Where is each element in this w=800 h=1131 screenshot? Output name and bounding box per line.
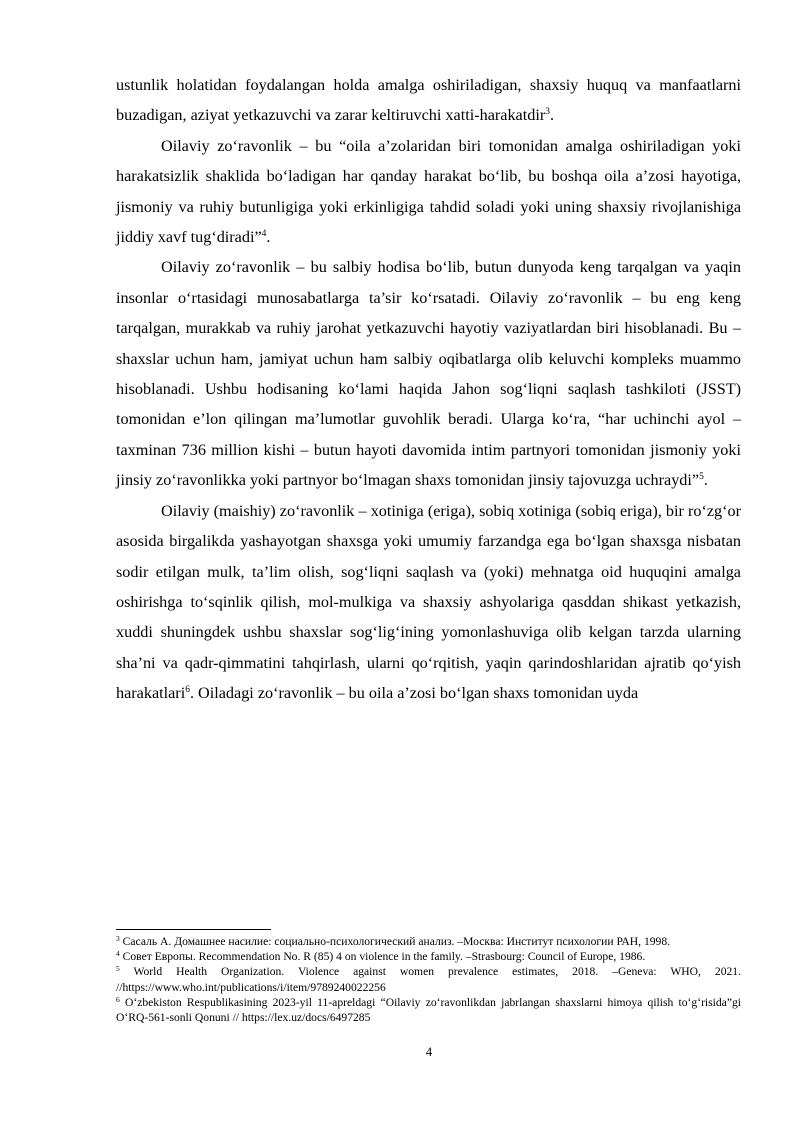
paragraph-tail: . Oiladagi zo‘ravonlik – bu oila a’zosi bo‘lgan shaxs tomonidan uyda xyxy=(189,684,639,703)
paragraph-3 xyxy=(116,252,741,495)
footnote-text: Сасаль А. Домашнее насилие: социально-психологический анализ. –Москва: Институт психологии РАН, 1998. xyxy=(119,935,671,948)
paragraph-text: Oilaviy (maishiy) zo‘ravonlik – xotiniga (eriga), sobiq xotiniga (sobiq eriga), bir ro‘zg‘or asosida birgalikda yashayotgan shaxsga yoki umumiy farzandga ega bo‘lgan shaxsga nisbatan sodir etilgan mulk, ta’lim olish, sog‘liqni saqlash va (yoki) mehnatga oid huquqini amalga oshirishga to‘sqinlik qilish, mol-mulkiga va shaxsiy ashyolariga qasddan shikast yetkazish, xuddi shuningdek ushbu shaxslar sog‘lig‘ining yomonlashuviga olib kelgan tarzda ularning sha’ni va qadr-qimmatini tahqirlash, ularni qo‘rqitish, yaqin qarindoshlaridan ajratib qo‘yish harakatlari xyxy=(116,501,741,703)
paragraph-tail: . xyxy=(703,471,708,490)
paragraph-text: Oilaviy zo‘ravonlik – bu salbiy hodisa bo‘lib, butun dunyoda keng tarqalgan va yaqin insonlar o‘rtasidagi munosabatlarga ta’sir ko‘rsatadi. Oilaviy zo‘ravonlik – bu eng keng tarqalgan, murakkab va ruhiy jarohat yetkazuvchi hayotiy vaziyatlardan biri hisoblanadi. Bu – shaxslar uchun ham, jamiyat uchun ham salbiy oqibatlarga olib keluvchi kompleks muammo hisoblanadi. Ushbu hodisaning ko‘lami haqida Jahon sog‘liqni saqlash tashkiloti (JSST) tomonidan e’lon qilingan ma’lumotlar guvohlik beradi. Ularga ko‘ra, “har uchinchi ayol – taxminan 736 million kishi – butun hayoti davomida intim partnyori tomonidan jismoniy yoki jinsiy zo‘ravonlikka yoki partnyor bo‘lmagan shaxs tomonidan jinsiy tajovuzga uchraydi” xyxy=(116,258,741,490)
footnote-5 xyxy=(116,964,741,994)
footnote-ref: 4 xyxy=(261,229,267,240)
footnote-6 xyxy=(116,995,741,1025)
footnote-3 xyxy=(116,934,741,949)
page-number: 4 xyxy=(425,1045,433,1059)
paragraph-text: ustunlik holatidan foydalangan holda amalga oshiriladigan, shaxsiy huquq va manfaatlarni buzadigan, aziyat yetkazuvchi va zarar keltiruvchi xatti-harakatdir xyxy=(116,76,741,125)
footnote-text: Совет Европы. Recommendation No. R (85) 4 on violence in the family. –Strasbourg: Council of Europe, 1986. xyxy=(119,950,646,964)
footnotes xyxy=(116,934,741,1025)
footnote-text: World Health Organization. Violence against women prevalence estimates, 2018. –Geneva: WHO, 2021. //https://www.who.int/publications/i/item/9789240022256 xyxy=(116,965,741,994)
footnote-number: 4 xyxy=(116,949,120,959)
footnote-text: O‘zbekiston Respublikasining 2023-yil 11-apreldagi “Oilaviy zo‘ravonlikdan jabrlangan shaxslarni himoya qilish to‘g‘risida”gi O‘RQ-561-sonli Qonuni // https://lex.uz/docs/6497285 xyxy=(116,995,741,1025)
paragraph-4 xyxy=(116,496,741,709)
paragraph-tail: . xyxy=(266,228,271,247)
footnote-4 xyxy=(116,949,741,964)
paragraph-tail: . xyxy=(549,106,555,125)
paragraph-2 xyxy=(116,131,741,253)
footnote-ref: 5 xyxy=(699,472,704,483)
footnote-number: 3 xyxy=(116,934,120,943)
footnote-ref: 3 xyxy=(545,107,550,118)
paragraph-text: Oilaviy zo‘ravonlik – bu “oila a’zolaridan biri tomonidan amalga oshiriladigan yoki harakatsizlik shaklida bo‘ladigan har qanday harakat bo‘lib, bu boshqa oila a’zosi hayotiga, jismoniy va ruhiy butunligiga yoki erkinligiga tahdid soladi yoki uning shaxsiy rivojlanishiga jiddiy xavf tug‘diradi” xyxy=(116,136,741,247)
body-text xyxy=(116,70,741,709)
footnote-separator xyxy=(116,929,271,930)
footnote-ref: 6 xyxy=(185,685,190,696)
footnote-number: 6 xyxy=(116,994,120,1004)
footnote-number: 5 xyxy=(116,964,120,974)
paragraph-1 xyxy=(116,70,741,131)
